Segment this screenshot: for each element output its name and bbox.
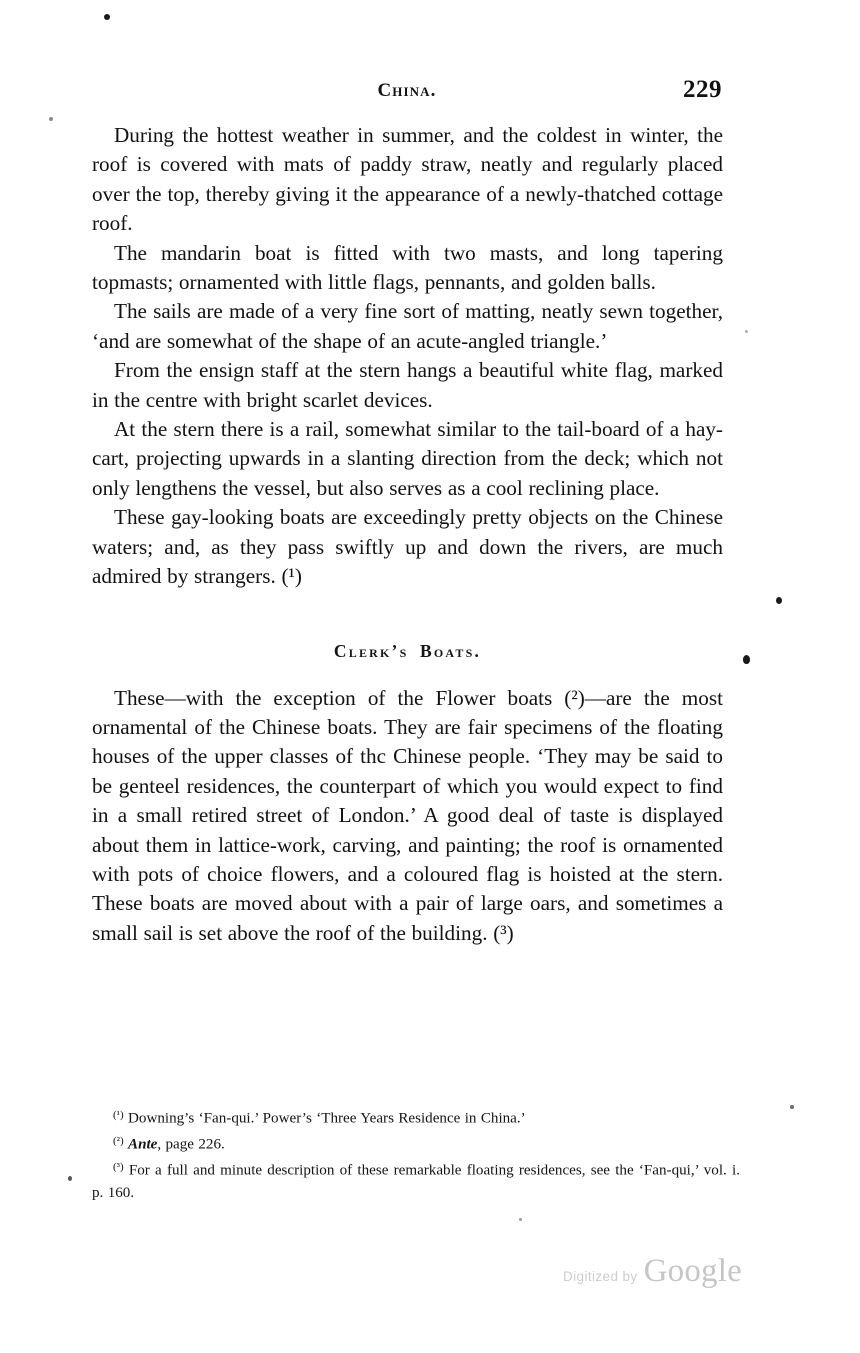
footnote-item (92, 1104, 740, 1130)
footnote-marker: (³) (113, 1161, 124, 1174)
scan-speck-icon (49, 117, 53, 121)
running-head-title: China. (377, 80, 437, 101)
digitized-by-watermark (563, 1253, 742, 1290)
paragraph: At the stern there is a rail, somewhat similar to the tail-board of a hay-cart, projecting upwards in a slanting direction from the deck; which not only lengthens the vessel, but also serves as a cool reclining place. (92, 417, 723, 500)
footnote-text: Downing’s ‘Fan-qui.’ Power’s ‘Three Years Residence in China.’ (128, 1110, 526, 1127)
running-head (92, 76, 722, 106)
scan-speck-icon (68, 1176, 72, 1181)
footnote-item (92, 1130, 740, 1156)
paragraph: The sails are made of a very fine sort of matting, neatly sewn together, ‘and are somewhat of the shape of an acute-angled triangle.’ (92, 299, 723, 353)
scan-speck-icon (743, 655, 750, 664)
paragraph: From the ensign staff at the stern hangs a beautiful white flag, marked in the centre with bright scarlet devices. (92, 358, 723, 412)
footnote-marker: (¹) (113, 1109, 124, 1121)
paragraph: These—with the exception of the Flower boats (²)—are the most ornamental of the Chinese boats. They are fair specimens of the floating houses of the upper classes of thc Chinese people. ‘They may be said to be genteel residences, the counterpart of which you would expect to find in a small retired street of London.’ A good deal of taste is displayed about them in lattice-work, carving, and painting; the roof is ornamented with pots of choice flowers, and a coloured flag is hoisted at the stern. These boats are moved about with a pair of large oars, and sometimes a small sail is set above the roof of the building. (³) (92, 685, 723, 945)
scan-speck-icon (790, 1105, 794, 1109)
paragraph: These gay-looking boats are exceedingly pretty objects on the Chinese waters; and, as they pass swiftly up and down the rivers, are much admired by strangers. (¹) (92, 505, 723, 589)
watermark-brand: Google (643, 1253, 742, 1289)
footnote-text: For a full and minute description of these remarkable floating residences, see the ‘Fan-qui,’ vol. i. p. 160. (92, 1162, 741, 1202)
scan-speck-icon (776, 597, 782, 604)
paragraph: The mandarin boat is fitted with two masts, and long tapering topmasts; ornamented with little flags, pennants, and golden balls. (92, 240, 723, 295)
footnote-block (92, 1104, 740, 1205)
footnote-italic-term: Ante (128, 1136, 158, 1153)
text-column (92, 121, 723, 948)
section-heading: Clerk’s Boats. (333, 640, 482, 661)
watermark-prefix: Digitized by (563, 1269, 638, 1284)
footnote-item (92, 1156, 740, 1205)
paragraph: During the hottest weather in summer, and the coldest in winter, the roof is covered with mats of paddy straw, neatly and regularly placed over the top, thereby giving it the appearance of a newly-thatched cottage roof. (92, 123, 723, 236)
footnote-marker: (²) (113, 1135, 124, 1148)
footnote-text: , page 226. (157, 1136, 225, 1153)
scan-speck-icon (745, 330, 748, 333)
scan-speck-icon (519, 1218, 522, 1221)
page-number: 229 (683, 76, 722, 103)
scan-speck-icon (104, 14, 110, 20)
